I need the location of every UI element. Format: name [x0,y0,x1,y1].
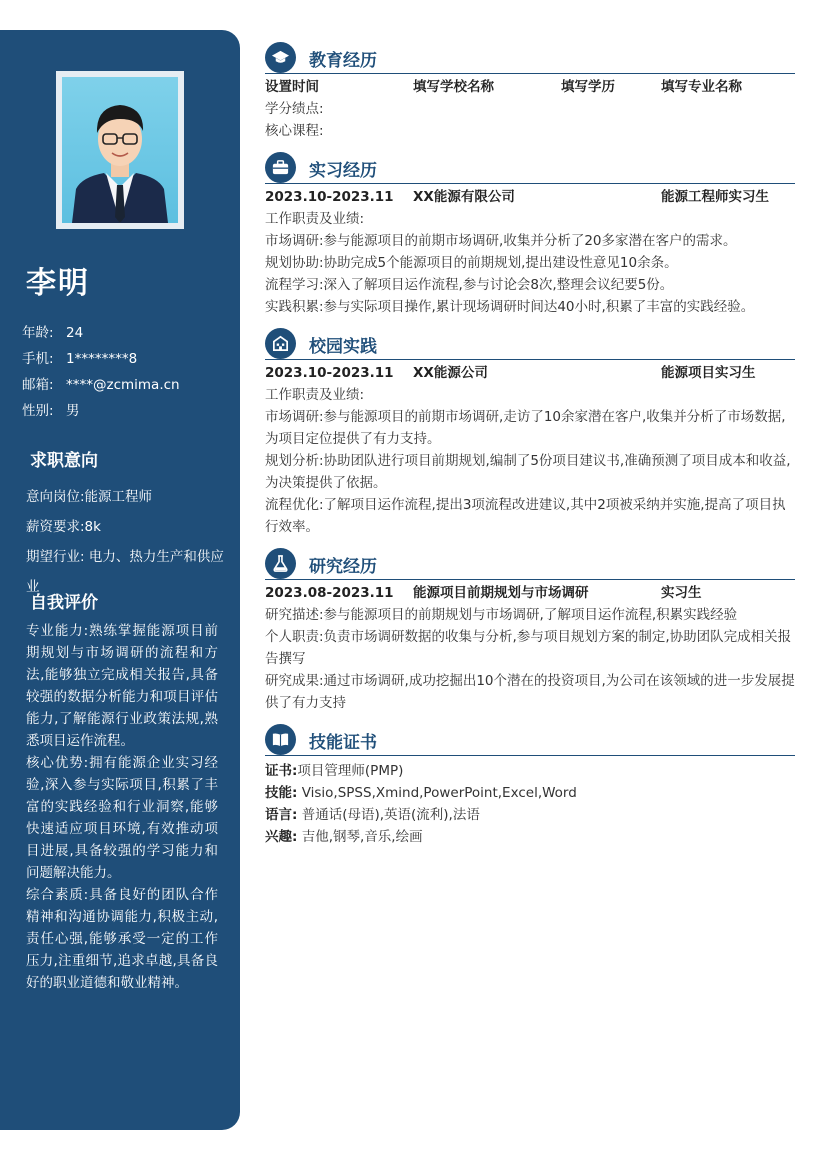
campus-role: 能源项目实习生 [661,365,756,381]
email-row [22,372,180,398]
campus-company: XX能源公司 [413,365,488,381]
job-intent [26,482,226,602]
skills-list [265,760,795,848]
skill-value: 吉他,钢琴,音乐,绘画 [297,829,423,845]
skill-value: 项目管理师(PMP) [297,763,404,779]
section-header [265,40,795,74]
section-header [265,150,795,184]
section-header [265,326,795,360]
internship-line: 流程学习:深入了解项目运作流程,参与讨论会8次,整理会议纪要5份。 [265,277,674,293]
age-value: 24 [66,325,84,341]
self-eval-paragraph: 综合素质:具备良好的团队合作精神和沟通协调能力,积极主动,责任心强,能够承受一定的工作压力,注重细节,追求卓越,具备良好的职业道德和敬业精神。 [26,887,218,991]
research-time: 2023.08-2023.11 [265,585,394,601]
internship-line: 实践积累:参与实际项目操作,累计现场调研时间达40小时,积累了丰富的实践经验。 [265,299,755,315]
phone-label: 手机: [22,351,54,367]
skill-key: 语言: [265,807,298,823]
phone-row [22,346,180,372]
education-row [265,76,795,98]
internship-line: 规划协助:协助完成5个能源项目的前期规划,提出建设性意见10余条。 [265,255,678,271]
intent-title: 求职意向 [30,451,98,471]
campus-line: 流程优化:了解项目运作流程,提出3项流程改进建议,其中2项被采纳并实施,提高了项目执行效率。 [265,497,786,535]
internship-company: XX能源有限公司 [413,189,515,205]
research-row [265,582,795,604]
self-eval [26,620,218,994]
education-section [265,40,795,142]
research-role: 实习生 [661,585,702,601]
research-project: 能源项目前期规划与市场调研 [413,585,589,601]
internship-line: 工作职责及业绩: [265,211,365,227]
sidebar [0,30,240,1130]
intent-salary: 薪资要求:8k [26,519,101,535]
basic-info [22,320,180,424]
intent-industry-label: 期望行业: [26,549,85,565]
self-eval-paragraph: 专业能力:熟练掌握能源项目前期规划与市场调研的流程和方法,能够独立完成相关报告,具备较强的数据分析能力和项目评估能力,了解能源行业政策法规,熟悉项目运作流程。 [26,623,218,749]
graduation-cap-icon [265,42,296,73]
section-title: 校园实践 [309,337,377,357]
phone-value: 1********8 [66,351,138,367]
campus-row [265,362,795,384]
skill-value: 普通话(母语),英语(流利),法语 [297,807,480,823]
internship-time: 2023.10-2023.11 [265,189,394,205]
campus-section [265,326,795,538]
skill-key: 兴趣: [265,829,298,845]
skill-key: 证书: [265,763,298,779]
section-title: 实习经历 [309,161,377,181]
candidate-name: 李明 [26,266,90,301]
skill-key: 技能: [265,785,298,801]
email-label: 邮箱: [22,377,54,393]
campus-time: 2023.10-2023.11 [265,365,394,381]
campus-line: 工作职责及业绩: [265,387,365,403]
education-degree: 填写学历 [561,79,615,95]
campus-line: 市场调研:参与能源项目的前期市场调研,走访了10余家潜在客户,收集并分析了市场数据,为项目定位提供了有力支持。 [265,409,786,447]
briefcase-icon [265,152,296,183]
internship-line: 市场调研:参与能源项目的前期市场调研,收集并分析了20多家潜在客户的需求。 [265,233,737,249]
research-section [265,546,795,714]
section-title: 教育经历 [309,51,377,71]
self-eval-title: 自我评价 [30,593,98,613]
education-major: 填写专业名称 [661,79,742,95]
skill-value: Visio,SPSS,Xmind,PowerPoint,Excel,Word [297,785,577,801]
research-line: 研究成果:通过市场调研,成功挖掘出10个潜在的投资项目,为公司在该领域的进一步发展提供了有力支持 [265,673,795,711]
email-value: ****@zcmima.cn [66,377,180,393]
education-gpa: 学分绩点: [265,101,324,117]
self-eval-paragraph: 核心优势:拥有能源企业实习经验,深入参与实际项目,积累了丰富的实践经验和行业洞察,能够快速适应项目环境,有效推动项目进展,具备较强的学习能力和问题解决能力。 [26,755,218,881]
research-line: 研究描述:参与能源项目的前期规划与市场调研,了解项目运作流程,积累实践经验 [265,607,738,623]
education-time: 设置时间 [265,79,319,95]
skills-section [265,722,795,848]
section-header [265,546,795,580]
profile-photo [56,71,184,229]
gender-row [22,398,180,424]
section-title: 研究经历 [309,557,377,577]
campus-line: 规划分析:协助团队进行项目前期规划,编制了5份项目建议书,准确预测了项目成本和收益,为决策提供了依据。 [265,453,791,491]
education-courses: 核心课程: [265,123,324,139]
research-line: 个人职责:负责市场调研数据的收集与分析,参与项目规划方案的制定,协助团队完成相关报告撰写 [265,629,792,667]
age-label: 年龄: [22,325,54,341]
intent-position: 意向岗位:能源工程师 [26,489,153,505]
internship-section [265,150,795,318]
section-header [265,722,795,756]
internship-row [265,186,795,208]
skill-row [265,804,795,826]
age-row [22,320,180,346]
education-school: 填写学校名称 [413,79,494,95]
flask-icon [265,548,296,579]
building-icon [265,328,296,359]
skill-row [265,782,795,804]
gender-value: 男 [66,403,80,419]
section-title: 技能证书 [309,733,377,753]
intent-industry-value: 电力、热力生产和供应业 [26,549,224,595]
internship-role: 能源工程师实习生 [661,189,769,205]
main-content [265,40,795,848]
book-icon [265,724,296,755]
gender-label: 性别: [22,403,54,419]
avatar [62,77,178,223]
skill-row [265,826,795,848]
skill-row [265,760,795,782]
